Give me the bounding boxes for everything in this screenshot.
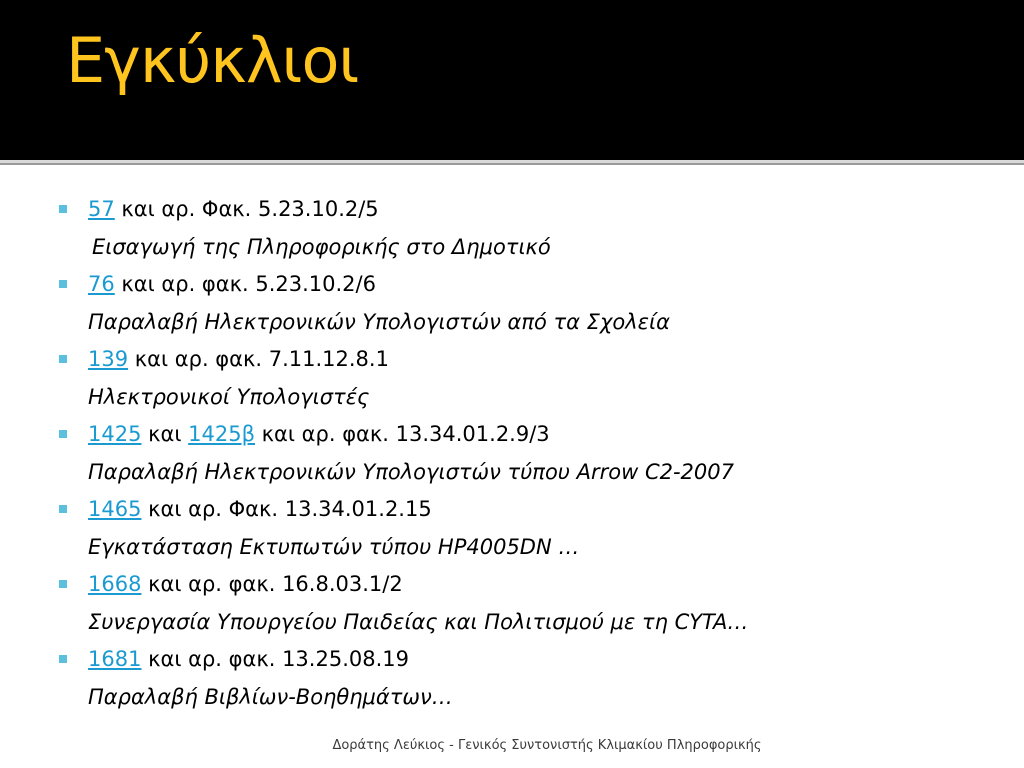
circular-file-ref: και αρ. φακ. 7.11.12.8.1 [128, 347, 389, 371]
list-item [59, 566, 979, 641]
circular-link[interactable]: 1425β [188, 422, 255, 446]
bullet-square-icon [59, 355, 67, 363]
circular-description: Παραλαβή Βιβλίων-Βοηθημάτων… [88, 684, 453, 709]
circular-link[interactable]: 1465 [88, 497, 142, 521]
bullet-square-icon [59, 580, 67, 588]
circular-description: Ηλεκτρονικοί Υπολογιστές [88, 384, 370, 409]
circular-description: Συνεργασία Υπουργείου Παιδείας και Πολιτισμού με τη CYTA… [88, 609, 749, 634]
circular-description: Εισαγωγή της Πληροφορικής στο Δημοτικό [92, 234, 551, 259]
slide-title: Εγκύκλιοι [66, 24, 359, 97]
bullet-square-icon [59, 505, 67, 513]
link-separator: και [141, 422, 189, 446]
list-item [59, 191, 979, 266]
list-item [59, 341, 979, 416]
circular-file-ref: και αρ. φακ. 13.25.08.19 [141, 647, 409, 671]
list-item [59, 416, 979, 491]
circulars-list [59, 191, 979, 716]
circular-ref-line [88, 491, 979, 529]
slide-content [0, 165, 1024, 768]
list-item [59, 641, 979, 716]
circular-file-ref: και αρ. φακ. 16.8.03.1/2 [141, 572, 403, 596]
circular-ref-line [88, 341, 979, 379]
circular-description: Παραλαβή Ηλεκτρονικών Υπολογιστών από τα Σχολεία [88, 309, 670, 334]
list-item [59, 491, 979, 566]
circular-file-ref: και αρ. Φακ. 5.23.10.2/5 [114, 197, 379, 221]
circular-ref-line [88, 641, 979, 679]
circular-ref-line [88, 266, 979, 304]
circular-file-ref: και αρ. φακ. 5.23.10.2/6 [114, 272, 376, 296]
circular-ref-line [88, 191, 979, 229]
bullet-square-icon [59, 655, 67, 663]
bullet-square-icon [59, 280, 67, 288]
circular-link[interactable]: 57 [88, 197, 115, 221]
title-band [0, 0, 1024, 158]
circular-link[interactable]: 76 [88, 272, 115, 296]
bullet-square-icon [59, 205, 67, 213]
circular-ref-line [88, 566, 979, 604]
bullet-square-icon [59, 430, 67, 438]
circular-link[interactable]: 1425 [88, 422, 142, 446]
circular-link[interactable]: 1668 [88, 572, 142, 596]
list-item [59, 266, 979, 341]
circular-description: Εγκατάσταση Εκτυπωτών τύπου HP4005DN … [88, 534, 580, 559]
circular-file-ref: και αρ. φακ. 13.34.01.2.9/3 [255, 422, 550, 446]
circular-description: Παραλαβή Ηλεκτρονικών Υπολογιστών τύπου Arrow C2-2007 [88, 459, 734, 484]
circular-file-ref: και αρ. Φακ. 13.34.01.2.15 [141, 497, 432, 521]
circular-link[interactable]: 1681 [88, 647, 142, 671]
slide-footer: Δοράτης Λεύκιος - Γενικός Συντονιστής Κλιμακίου Πληροφορικής [332, 738, 762, 753]
circular-ref-line [88, 416, 979, 454]
circular-link[interactable]: 139 [88, 347, 129, 371]
